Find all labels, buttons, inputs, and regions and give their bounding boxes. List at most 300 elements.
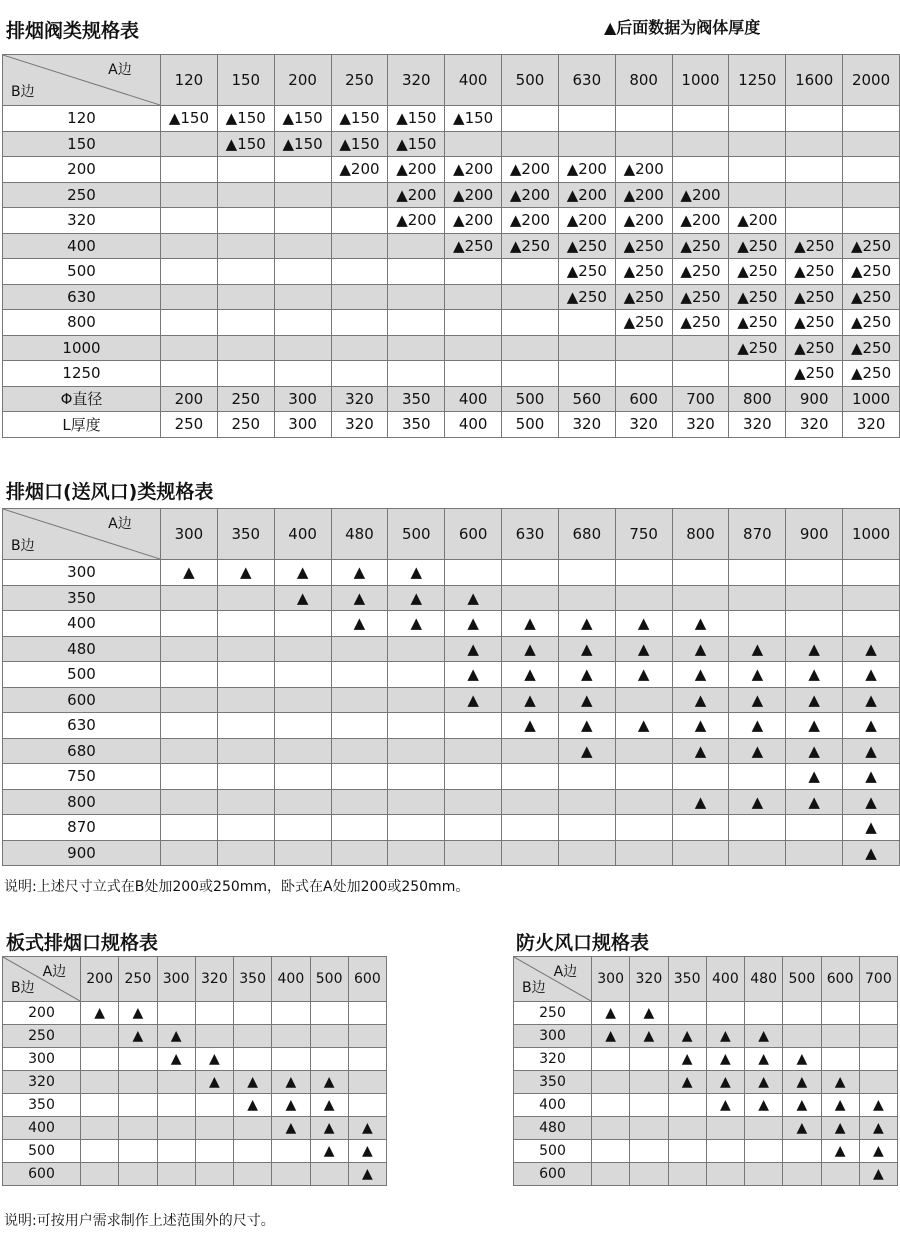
table-cell: ▲150 bbox=[388, 131, 445, 157]
table-cell: ▲ bbox=[274, 560, 331, 586]
table-cell bbox=[615, 560, 672, 586]
row-header: Φ直径 bbox=[3, 386, 161, 412]
table-cell: ▲ bbox=[668, 1071, 706, 1094]
table-cell: ▲200 bbox=[388, 157, 445, 183]
table-row bbox=[514, 1117, 898, 1140]
column-header: 870 bbox=[729, 509, 786, 560]
table-cell bbox=[161, 310, 218, 336]
table-cell: ▲ bbox=[668, 1048, 706, 1071]
table-cell bbox=[821, 1163, 859, 1186]
row-header: 600 bbox=[3, 1163, 81, 1186]
table-row bbox=[3, 1002, 387, 1025]
table-cell bbox=[445, 284, 502, 310]
table-cell bbox=[274, 233, 331, 259]
footer-note: 说明:可按用户需求制作上述范围外的尺寸。 bbox=[4, 1213, 275, 1229]
row-header: 350 bbox=[514, 1071, 592, 1094]
table-cell bbox=[274, 182, 331, 208]
table-cell: ▲ bbox=[821, 1140, 859, 1163]
table-cell bbox=[161, 259, 218, 285]
table-cell: ▲200 bbox=[445, 182, 502, 208]
table-cell bbox=[217, 361, 274, 387]
table-row bbox=[3, 335, 900, 361]
column-header: 600 bbox=[445, 509, 502, 560]
row-header: 250 bbox=[514, 1002, 592, 1025]
table-cell: ▲ bbox=[558, 662, 615, 688]
column-header: 400 bbox=[445, 55, 502, 106]
table-cell bbox=[161, 713, 218, 739]
table-cell bbox=[388, 789, 445, 815]
smoke-outlet-table bbox=[2, 508, 900, 866]
table-cell bbox=[843, 182, 900, 208]
table-cell bbox=[668, 1002, 706, 1025]
table-cell bbox=[274, 815, 331, 841]
table-cell: ▲ bbox=[272, 1071, 310, 1094]
table-cell: ▲ bbox=[445, 662, 502, 688]
table-cell: ▲ bbox=[706, 1025, 744, 1048]
column-header: 350 bbox=[234, 957, 272, 1002]
table-cell bbox=[234, 1002, 272, 1025]
table-cell bbox=[668, 1163, 706, 1186]
table-cell bbox=[592, 1048, 630, 1071]
table-cell bbox=[558, 361, 615, 387]
table-cell bbox=[217, 764, 274, 790]
table-cell bbox=[217, 208, 274, 234]
column-header: 2000 bbox=[843, 55, 900, 106]
table-cell bbox=[161, 840, 218, 866]
table-cell bbox=[388, 662, 445, 688]
table-cell bbox=[592, 1117, 630, 1140]
table-cell: ▲ bbox=[558, 687, 615, 713]
table-cell: ▲ bbox=[348, 1117, 386, 1140]
table-cell: ▲200 bbox=[558, 208, 615, 234]
row-header: 350 bbox=[3, 585, 161, 611]
table-cell: ▲ bbox=[310, 1140, 348, 1163]
table-cell: ▲200 bbox=[672, 208, 729, 234]
table-cell: ▲ bbox=[310, 1071, 348, 1094]
table-cell bbox=[119, 1094, 157, 1117]
table-row bbox=[3, 208, 900, 234]
table-cell bbox=[615, 764, 672, 790]
table-cell: ▲ bbox=[558, 636, 615, 662]
table-cell bbox=[388, 764, 445, 790]
table-cell: ▲250 bbox=[558, 284, 615, 310]
table-cell bbox=[445, 361, 502, 387]
table-cell bbox=[672, 560, 729, 586]
table-cell bbox=[672, 361, 729, 387]
table-cell: ▲ bbox=[821, 1071, 859, 1094]
table-cell bbox=[310, 1163, 348, 1186]
table-cell bbox=[81, 1071, 119, 1094]
table4-title: 防火风口规格表 bbox=[516, 932, 650, 954]
column-header: 250 bbox=[331, 55, 388, 106]
table-cell bbox=[786, 131, 843, 157]
table-cell bbox=[786, 157, 843, 183]
table-cell bbox=[161, 764, 218, 790]
table-cell: ▲ bbox=[843, 738, 900, 764]
table-cell bbox=[615, 789, 672, 815]
column-header: 400 bbox=[706, 957, 744, 1002]
column-header: 320 bbox=[388, 55, 445, 106]
table-cell bbox=[161, 361, 218, 387]
row-header: 600 bbox=[514, 1163, 592, 1186]
table-cell: ▲250 bbox=[843, 284, 900, 310]
table-cell: ▲250 bbox=[786, 284, 843, 310]
table-cell bbox=[388, 738, 445, 764]
plate-smoke-outlet-table bbox=[2, 956, 387, 1186]
table-cell: ▲ bbox=[745, 1094, 783, 1117]
table-row bbox=[3, 412, 900, 438]
table-cell: ▲200 bbox=[729, 208, 786, 234]
table-cell bbox=[783, 1140, 821, 1163]
table-cell: ▲ bbox=[502, 713, 559, 739]
table-cell bbox=[274, 310, 331, 336]
row-header: 300 bbox=[3, 560, 161, 586]
table-cell bbox=[81, 1048, 119, 1071]
table-cell bbox=[558, 560, 615, 586]
table-cell: ▲200 bbox=[558, 157, 615, 183]
table-cell bbox=[217, 284, 274, 310]
table-cell bbox=[119, 1140, 157, 1163]
row-header: 200 bbox=[3, 1002, 81, 1025]
table-row bbox=[3, 157, 900, 183]
table-cell bbox=[615, 840, 672, 866]
table-cell: ▲ bbox=[706, 1071, 744, 1094]
table-cell: ▲ bbox=[672, 662, 729, 688]
table-cell bbox=[821, 1025, 859, 1048]
table-cell bbox=[445, 713, 502, 739]
table-cell: 900 bbox=[786, 386, 843, 412]
table-cell: ▲250 bbox=[843, 310, 900, 336]
table-cell: ▲ bbox=[786, 636, 843, 662]
table-cell bbox=[558, 585, 615, 611]
table-cell bbox=[274, 636, 331, 662]
table-cell: 350 bbox=[388, 386, 445, 412]
table-cell bbox=[388, 233, 445, 259]
table-cell: ▲ bbox=[445, 611, 502, 637]
table-cell: ▲ bbox=[558, 611, 615, 637]
corner-a-label: A边 bbox=[108, 62, 132, 78]
table-cell bbox=[234, 1140, 272, 1163]
table-cell: ▲250 bbox=[445, 233, 502, 259]
table-cell bbox=[502, 585, 559, 611]
table-cell: ▲250 bbox=[843, 259, 900, 285]
table-cell: 600 bbox=[615, 386, 672, 412]
table-cell: ▲ bbox=[668, 1025, 706, 1048]
table-cell: ▲150 bbox=[217, 106, 274, 132]
table-cell bbox=[331, 662, 388, 688]
table-row bbox=[3, 106, 900, 132]
column-header: 800 bbox=[672, 509, 729, 560]
table-cell bbox=[217, 662, 274, 688]
table-cell bbox=[274, 764, 331, 790]
table-cell: ▲200 bbox=[502, 208, 559, 234]
table-cell: ▲250 bbox=[786, 310, 843, 336]
table-cell: ▲ bbox=[272, 1094, 310, 1117]
column-header: 320 bbox=[195, 957, 233, 1002]
table-cell: ▲ bbox=[706, 1094, 744, 1117]
table-cell: ▲ bbox=[706, 1048, 744, 1071]
table-cell: 320 bbox=[729, 412, 786, 438]
column-header: 120 bbox=[161, 55, 218, 106]
table-cell: ▲150 bbox=[161, 106, 218, 132]
column-header: 500 bbox=[783, 957, 821, 1002]
table-cell: ▲250 bbox=[786, 259, 843, 285]
table-cell bbox=[234, 1048, 272, 1071]
table-cell: 320 bbox=[615, 412, 672, 438]
column-header: 600 bbox=[348, 957, 386, 1002]
table-cell bbox=[786, 585, 843, 611]
table-cell: ▲ bbox=[195, 1071, 233, 1094]
table-cell bbox=[310, 1002, 348, 1025]
table-cell bbox=[843, 157, 900, 183]
table-cell: ▲ bbox=[157, 1025, 195, 1048]
table-cell bbox=[729, 815, 786, 841]
table-cell: ▲150 bbox=[274, 106, 331, 132]
table-cell bbox=[630, 1140, 668, 1163]
table-cell bbox=[272, 1163, 310, 1186]
table-cell: 500 bbox=[502, 412, 559, 438]
table-cell: ▲250 bbox=[729, 310, 786, 336]
table-cell bbox=[217, 789, 274, 815]
column-header: 500 bbox=[310, 957, 348, 1002]
table-cell bbox=[502, 738, 559, 764]
column-header: 800 bbox=[615, 55, 672, 106]
table-cell bbox=[558, 815, 615, 841]
table-row bbox=[514, 1140, 898, 1163]
table-cell bbox=[630, 1117, 668, 1140]
table-cell bbox=[821, 1048, 859, 1071]
table-cell: ▲200 bbox=[388, 208, 445, 234]
table-cell bbox=[161, 815, 218, 841]
corner-a-label: A边 bbox=[553, 964, 578, 980]
table-cell: ▲ bbox=[558, 713, 615, 739]
table-cell: 1000 bbox=[843, 386, 900, 412]
table-cell: 560 bbox=[558, 386, 615, 412]
table-cell bbox=[274, 662, 331, 688]
table-cell: ▲ bbox=[119, 1025, 157, 1048]
table-cell: ▲250 bbox=[729, 284, 786, 310]
table-cell bbox=[502, 310, 559, 336]
row-header: 500 bbox=[3, 1140, 81, 1163]
table-cell bbox=[331, 840, 388, 866]
column-header: 700 bbox=[859, 957, 897, 1002]
table-cell: ▲250 bbox=[729, 233, 786, 259]
table-cell bbox=[558, 131, 615, 157]
column-header: 300 bbox=[592, 957, 630, 1002]
table-cell bbox=[729, 131, 786, 157]
table-cell: 300 bbox=[274, 412, 331, 438]
table-cell: ▲250 bbox=[843, 335, 900, 361]
table-cell bbox=[445, 131, 502, 157]
table-cell bbox=[592, 1071, 630, 1094]
row-header: 400 bbox=[514, 1094, 592, 1117]
table-row bbox=[3, 687, 900, 713]
table-cell: ▲ bbox=[843, 815, 900, 841]
table-cell: ▲200 bbox=[502, 182, 559, 208]
table-cell: ▲ bbox=[672, 687, 729, 713]
table-cell: ▲250 bbox=[729, 259, 786, 285]
table-cell bbox=[502, 560, 559, 586]
table-cell bbox=[615, 361, 672, 387]
table-cell bbox=[274, 208, 331, 234]
table-cell bbox=[195, 1025, 233, 1048]
table-cell: ▲150 bbox=[217, 131, 274, 157]
corner-b-label: B边 bbox=[11, 538, 35, 554]
row-header: 630 bbox=[3, 284, 161, 310]
table-cell bbox=[274, 713, 331, 739]
table-cell: ▲ bbox=[729, 713, 786, 739]
table-cell bbox=[445, 764, 502, 790]
corner-a-label: A边 bbox=[42, 964, 67, 980]
table-cell bbox=[272, 1025, 310, 1048]
table-cell bbox=[786, 182, 843, 208]
column-header: 480 bbox=[331, 509, 388, 560]
table-cell: ▲ bbox=[786, 662, 843, 688]
table-cell: ▲ bbox=[786, 738, 843, 764]
table-cell: ▲ bbox=[783, 1094, 821, 1117]
table-cell bbox=[783, 1002, 821, 1025]
table-cell bbox=[81, 1094, 119, 1117]
table-cell bbox=[388, 815, 445, 841]
table-cell: ▲ bbox=[843, 713, 900, 739]
table-cell bbox=[274, 157, 331, 183]
table-cell bbox=[161, 335, 218, 361]
column-header: 400 bbox=[274, 509, 331, 560]
table-cell bbox=[195, 1117, 233, 1140]
table-cell bbox=[348, 1002, 386, 1025]
table-cell bbox=[388, 840, 445, 866]
table-cell bbox=[615, 585, 672, 611]
table-cell bbox=[161, 131, 218, 157]
table-cell: ▲200 bbox=[502, 157, 559, 183]
table-cell bbox=[234, 1117, 272, 1140]
table-cell bbox=[558, 764, 615, 790]
table-cell bbox=[119, 1048, 157, 1071]
table-cell: ▲ bbox=[729, 662, 786, 688]
table-cell: ▲ bbox=[786, 713, 843, 739]
table-cell: ▲150 bbox=[274, 131, 331, 157]
table-cell bbox=[859, 1025, 897, 1048]
table-row bbox=[3, 815, 900, 841]
table-cell bbox=[786, 611, 843, 637]
table-cell: ▲ bbox=[445, 636, 502, 662]
table-cell bbox=[161, 636, 218, 662]
table-cell bbox=[630, 1071, 668, 1094]
table-cell: ▲ bbox=[502, 687, 559, 713]
table-cell: ▲250 bbox=[672, 284, 729, 310]
table-cell: ▲ bbox=[859, 1163, 897, 1186]
column-header: 500 bbox=[388, 509, 445, 560]
table-cell: ▲ bbox=[615, 636, 672, 662]
table-cell bbox=[234, 1163, 272, 1186]
table-cell: ▲ bbox=[157, 1048, 195, 1071]
column-header: 320 bbox=[630, 957, 668, 1002]
table-cell bbox=[786, 106, 843, 132]
table-row bbox=[3, 1048, 387, 1071]
column-header: 150 bbox=[217, 55, 274, 106]
row-header: 150 bbox=[3, 131, 161, 157]
table-cell bbox=[217, 182, 274, 208]
row-header: 320 bbox=[514, 1048, 592, 1071]
table-cell bbox=[786, 208, 843, 234]
table-cell bbox=[706, 1117, 744, 1140]
table-cell bbox=[331, 815, 388, 841]
table-cell bbox=[445, 738, 502, 764]
table-cell bbox=[217, 335, 274, 361]
table-row bbox=[3, 310, 900, 336]
table-cell bbox=[331, 713, 388, 739]
table3-title: 板式排烟口规格表 bbox=[6, 932, 159, 954]
header-row bbox=[3, 55, 900, 106]
table-cell bbox=[745, 1117, 783, 1140]
table-cell: ▲ bbox=[310, 1117, 348, 1140]
row-header: L厚度 bbox=[3, 412, 161, 438]
row-header: 320 bbox=[3, 1071, 81, 1094]
column-header: 1000 bbox=[843, 509, 900, 560]
corner-header bbox=[3, 509, 161, 560]
table-cell: ▲ bbox=[217, 560, 274, 586]
table-cell bbox=[161, 611, 218, 637]
table-row bbox=[514, 1048, 898, 1071]
corner-header bbox=[3, 55, 161, 106]
table-cell: 320 bbox=[558, 412, 615, 438]
row-header: 1000 bbox=[3, 335, 161, 361]
table-cell: ▲250 bbox=[558, 233, 615, 259]
table-cell bbox=[502, 764, 559, 790]
table-cell bbox=[445, 560, 502, 586]
table-row bbox=[3, 1025, 387, 1048]
table-cell: ▲ bbox=[272, 1117, 310, 1140]
corner-b-label: B边 bbox=[522, 980, 546, 996]
table-cell bbox=[558, 310, 615, 336]
table-cell: ▲ bbox=[729, 636, 786, 662]
column-header: 300 bbox=[157, 957, 195, 1002]
table-cell: ▲250 bbox=[672, 259, 729, 285]
table-cell: ▲ bbox=[331, 585, 388, 611]
table-cell: 400 bbox=[445, 386, 502, 412]
table-row bbox=[3, 764, 900, 790]
table-cell bbox=[388, 636, 445, 662]
table-cell: ▲250 bbox=[558, 259, 615, 285]
table-cell: ▲250 bbox=[615, 233, 672, 259]
table-cell: ▲ bbox=[592, 1002, 630, 1025]
table-cell: ▲250 bbox=[786, 335, 843, 361]
table-cell: ▲ bbox=[615, 662, 672, 688]
row-header: 250 bbox=[3, 1025, 81, 1048]
table-cell bbox=[558, 106, 615, 132]
column-header: 1600 bbox=[786, 55, 843, 106]
table-cell bbox=[668, 1140, 706, 1163]
table-cell bbox=[274, 284, 331, 310]
table-cell: ▲200 bbox=[388, 182, 445, 208]
column-header: 600 bbox=[821, 957, 859, 1002]
row-header: 600 bbox=[3, 687, 161, 713]
table-cell bbox=[274, 687, 331, 713]
table-cell: ▲ bbox=[348, 1140, 386, 1163]
table-cell: ▲250 bbox=[615, 310, 672, 336]
table-cell: ▲200 bbox=[331, 157, 388, 183]
table-cell bbox=[217, 611, 274, 637]
table-cell: ▲ bbox=[592, 1025, 630, 1048]
table-cell bbox=[310, 1025, 348, 1048]
table-cell: ▲ bbox=[843, 687, 900, 713]
table-cell bbox=[81, 1140, 119, 1163]
row-header: 300 bbox=[3, 1048, 81, 1071]
column-header: 200 bbox=[274, 55, 331, 106]
row-header: 320 bbox=[3, 208, 161, 234]
column-header: 680 bbox=[558, 509, 615, 560]
table-cell: ▲ bbox=[783, 1048, 821, 1071]
